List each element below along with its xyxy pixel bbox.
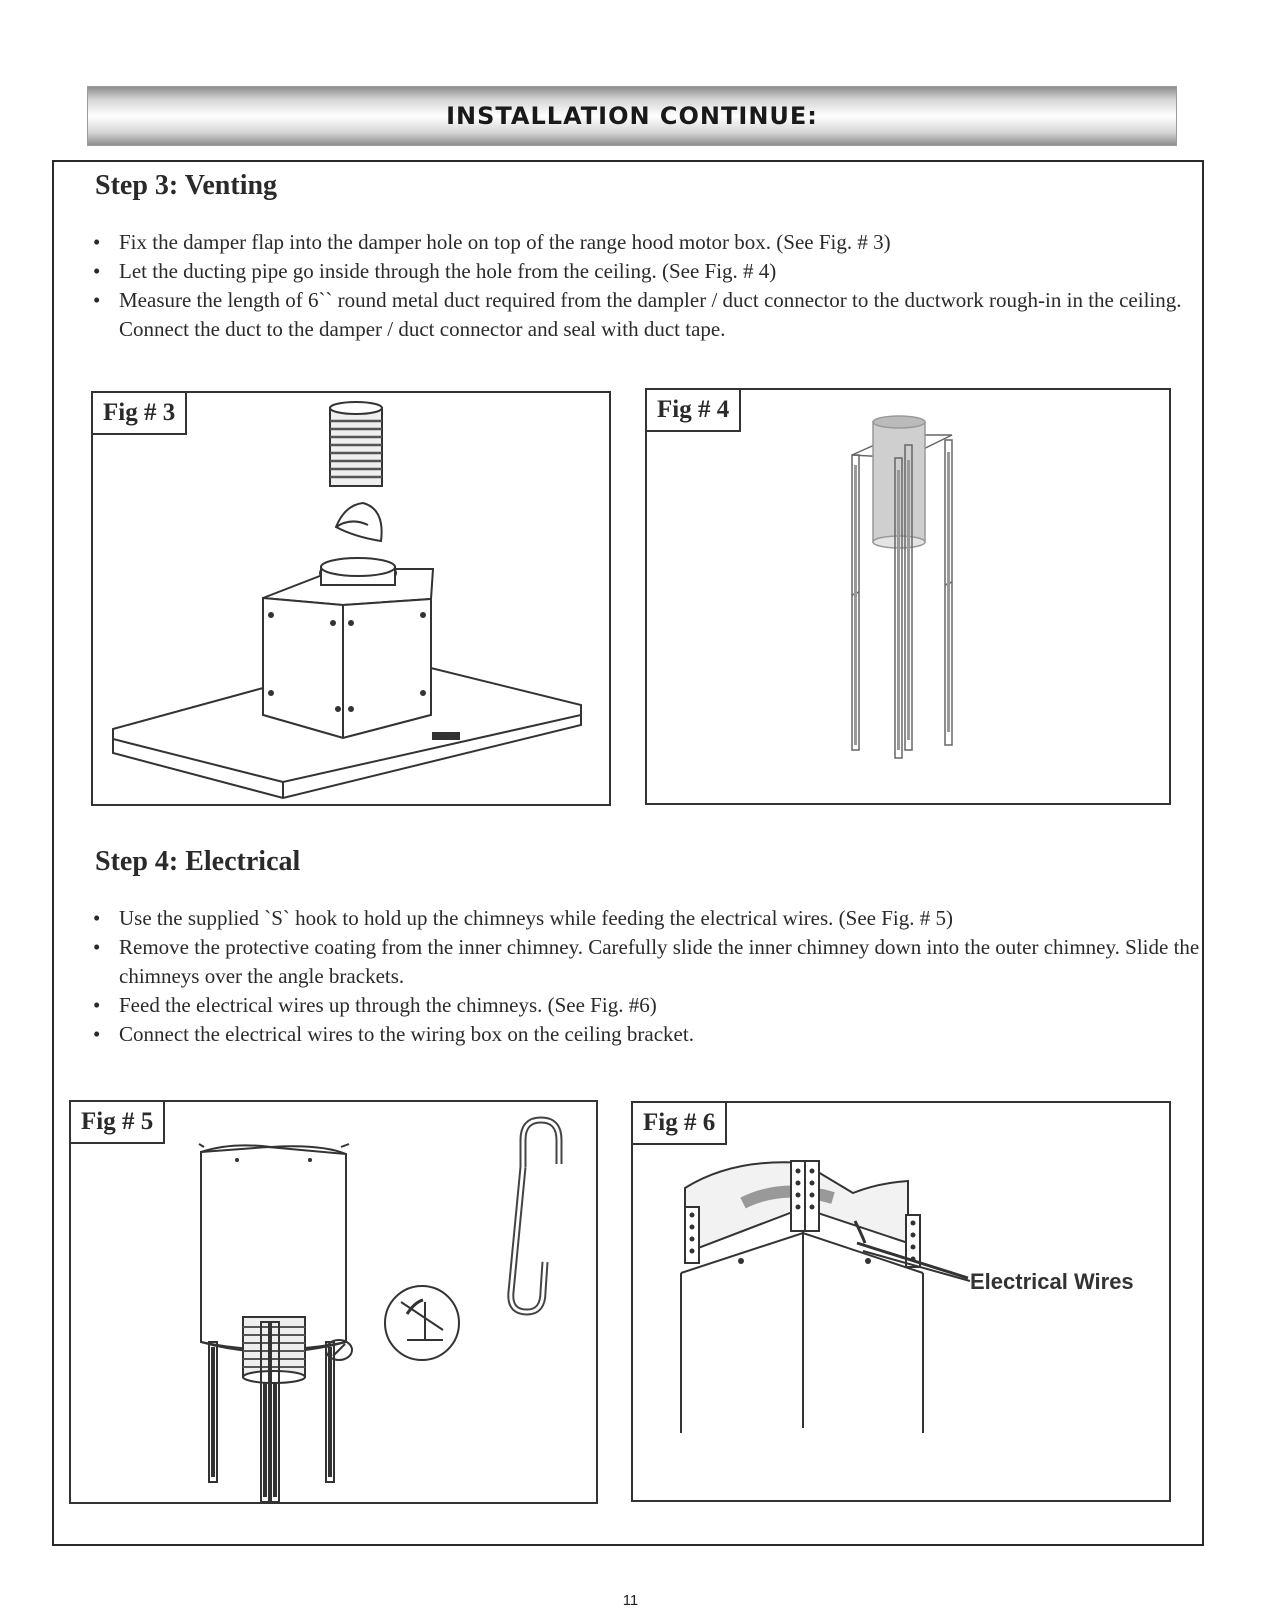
fig3-illustration: [93, 393, 613, 808]
step4-title: Step 4: Electrical: [95, 846, 301, 877]
fig6-illustration: [633, 1103, 1173, 1504]
fig3-label: Fig # 3: [91, 391, 187, 435]
fig5-label: Fig # 5: [69, 1100, 165, 1144]
step3-bullet-3: • Measure the length of 6`` round metal duct required from the dampler / duct connector to the ductwork rough-in in the ceiling. Connect the duct to the damper / duct connector and seal with duct tape.: [93, 286, 1183, 344]
fig3-panel: [91, 391, 611, 806]
fig5-panel: [69, 1100, 598, 1504]
step4-bullet-3: • Feed the electrical wires up through the chimneys. (See Fig. #6): [93, 991, 1203, 1020]
fig4-label: Fig # 4: [645, 388, 741, 432]
step4-bullets: [93, 904, 1203, 1049]
step3-bullet-1: • Fix the damper flap into the damper hole on top of the range hood motor box. (See Fig. # 3): [93, 228, 1183, 257]
step3-title: Step 3: Venting: [95, 170, 278, 201]
fig6-panel: [631, 1101, 1171, 1502]
step4-bullet-1: • Use the supplied `S` hook to hold up the chimneys while feeding the electrical wires. (See Fig. # 5): [93, 904, 1203, 933]
step3-bullets: [93, 228, 1183, 344]
fig6-callout: Electrical Wires: [970, 1269, 1134, 1294]
banner-title: INSTALLATION CONTINUE:: [446, 102, 818, 130]
page-number: 11: [622, 1592, 639, 1609]
step4-bullet-2: • Remove the protective coating from the inner chimney. Carefully slide the inner chimney down into the outer chimney. Slide the chimneys over the angle brackets.: [93, 933, 1203, 991]
section-banner: [87, 86, 1177, 146]
step3-bullet-2: • Let the ducting pipe go inside through the hole from the ceiling. (See Fig. # 4): [93, 257, 1183, 286]
fig4-illustration: [647, 390, 1173, 807]
fig5-illustration: [71, 1102, 600, 1506]
fig6-label: Fig # 6: [631, 1101, 727, 1145]
step4-bullet-4: • Connect the electrical wires to the wiring box on the ceiling bracket.: [93, 1020, 1203, 1049]
fig4-panel: [645, 388, 1171, 805]
